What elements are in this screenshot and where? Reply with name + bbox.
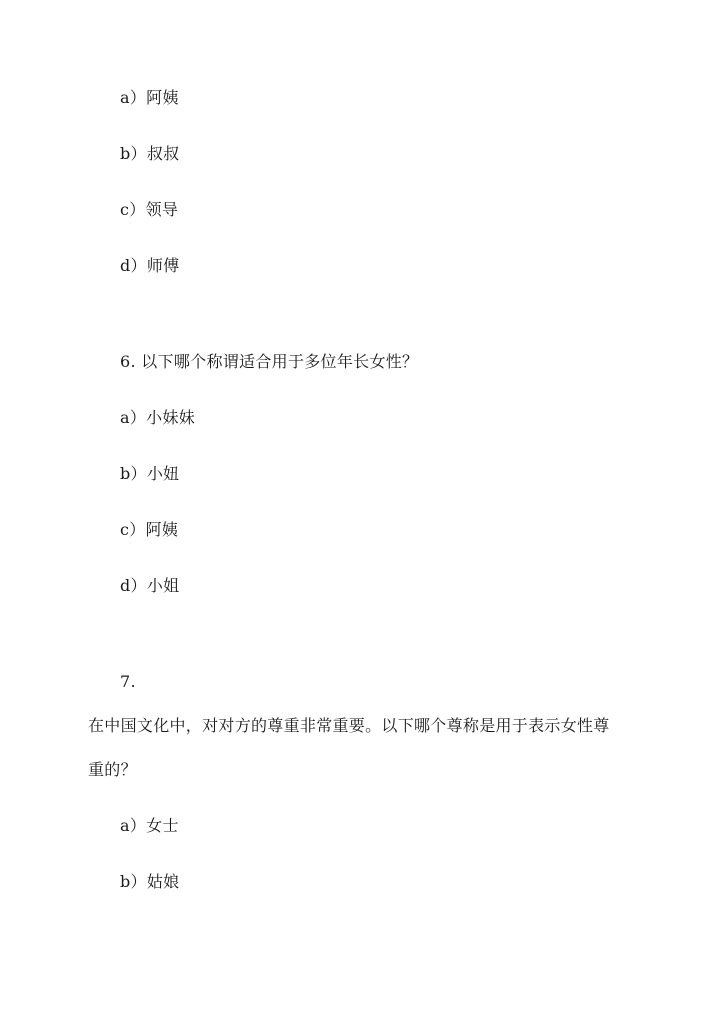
option-text: 姑娘: [146, 872, 180, 891]
option-label: b）: [120, 144, 147, 163]
option-text: 小妞: [146, 464, 180, 483]
option-text: 叔叔: [146, 144, 180, 163]
option-text: 女士: [146, 816, 179, 835]
q7-option-a: [120, 816, 179, 836]
question-7-number: 7.: [120, 672, 136, 691]
option-label: b）: [120, 464, 147, 483]
q6-option-d: [120, 576, 179, 596]
question-7-text-line1: 在中国文化中，对对方的尊重非常重要。以下哪个尊称是用于表示女性尊: [88, 716, 610, 735]
option-label: d）: [120, 576, 147, 595]
option-label: a）: [120, 816, 147, 835]
option-text: 阿姨: [146, 88, 179, 107]
option-text: 小妹妹: [146, 408, 196, 427]
option-label: a）: [120, 408, 147, 427]
option-text: 小姐: [146, 576, 180, 595]
option-text: 师傅: [146, 256, 180, 275]
question-7-text-line2: 重的？: [88, 760, 137, 779]
option-b: [120, 144, 179, 164]
option-d: [120, 256, 179, 276]
option-label: a）: [120, 88, 147, 107]
option-c: [120, 200, 178, 220]
option-label: c）: [120, 200, 146, 219]
q6-option-a: [120, 408, 195, 428]
q6-option-b: [120, 464, 179, 484]
option-text: 领导: [145, 200, 179, 219]
option-label: c）: [120, 520, 146, 539]
q7-option-b: [120, 872, 179, 892]
option-label: b）: [120, 872, 147, 891]
option-label: d）: [120, 256, 147, 275]
question-6: 6. 以下哪个称谓适合用于多位年长女性？: [120, 352, 419, 371]
q6-option-c: [120, 520, 178, 540]
option-a: [120, 88, 179, 108]
option-text: 阿姨: [145, 520, 179, 539]
